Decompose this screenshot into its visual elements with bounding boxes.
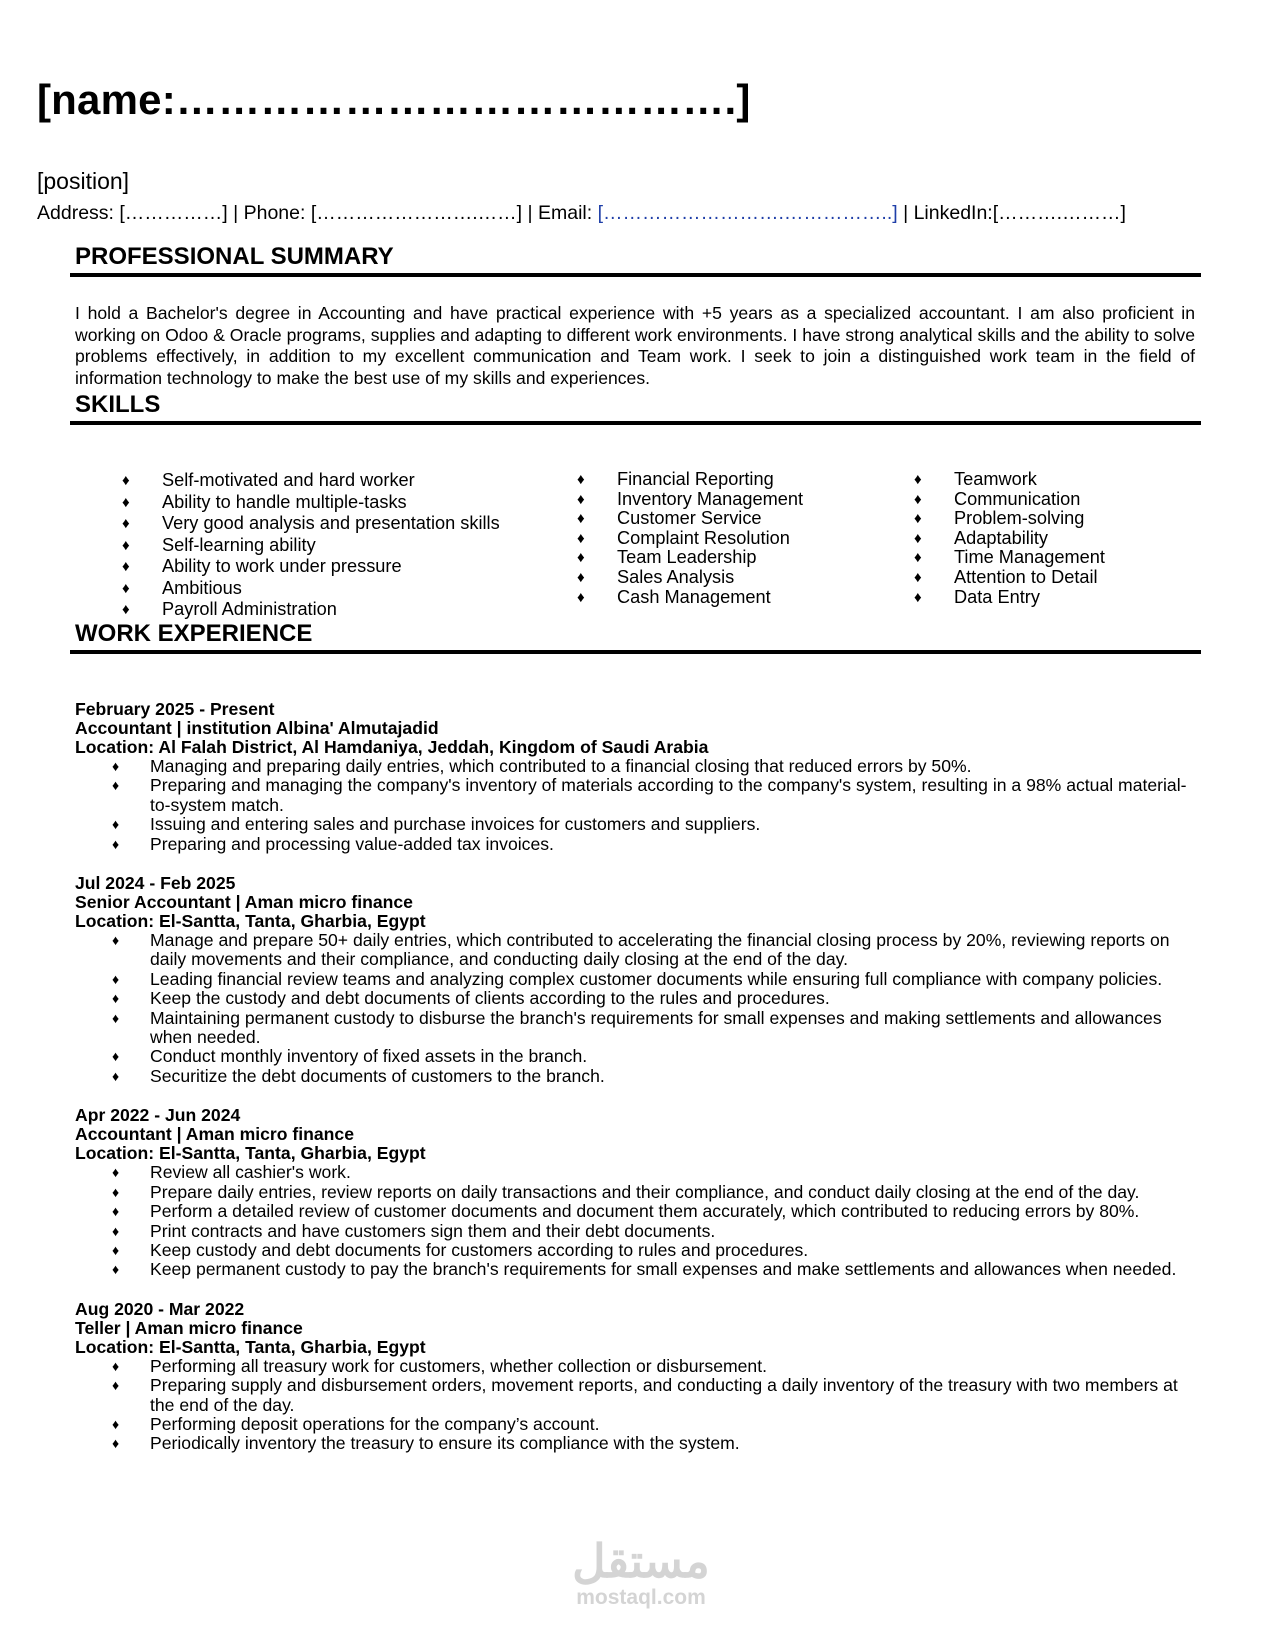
duty-item	[75, 1067, 1195, 1086]
bullet-icon: ♦	[577, 529, 585, 547]
bullet-icon: ♦	[577, 490, 585, 508]
bullet-icon: ♦	[914, 588, 922, 606]
skill-label: Problem-solving	[954, 508, 1085, 529]
bullet-icon: ♦	[112, 1241, 120, 1258]
skills-column-1	[122, 470, 500, 621]
bullet-icon: ♦	[122, 579, 130, 597]
duty-text: Preparing and managing the company's inventory of materials according to the company's system, resulting in a 98% actual material-to-system match.	[150, 775, 1187, 815]
duty-item	[75, 776, 1195, 815]
duty-text: Periodically inventory the treasury to ensure its compliance with the system.	[150, 1433, 740, 1454]
job-duties	[75, 1163, 1195, 1279]
job-duties	[75, 757, 1195, 854]
summary-text: I hold a Bachelor's degree in Accounting and have practical experience with +5 years as a specialized accountant. I am also proficient in working on Odoo & Oracle programs, supplies and adapting to different work environments. I have strong analytical skills and the ability to solve problems effectively, in addition to my excellent communication and Team work. I seek to join a distinguished work team in the field of information technology to make the best use of my skills and experiences.	[75, 303, 1195, 388]
bullet-icon: ♦	[577, 549, 585, 567]
bullet-icon: ♦	[577, 568, 585, 586]
skill-item	[577, 529, 803, 549]
contact-line	[37, 202, 1126, 225]
skill-item	[914, 490, 1105, 510]
bullet-icon: ♦	[112, 1067, 120, 1084]
job-role: Accountant | institution Albina' Almutajadid	[75, 718, 439, 738]
duty-text: Issuing and entering sales and purchase invoices for customers and suppliers.	[150, 814, 761, 835]
duty-item	[75, 1357, 1195, 1376]
summary-divider	[70, 273, 1201, 277]
skill-label: Time Management	[954, 547, 1105, 568]
bullet-icon: ♦	[112, 777, 120, 794]
skill-item	[914, 509, 1105, 529]
duty-text: Leading financial review teams and analyzing complex customer documents while ensuring full compliance with company policies.	[150, 968, 1163, 989]
duty-text: Prepare daily entries, review reports on daily transactions and their compliance, and conduct daily closing at the end of the day.	[150, 1181, 1140, 1202]
skill-label: Customer Service	[617, 508, 762, 529]
skill-label: Communication	[954, 488, 1081, 509]
skill-label: Ability to work under pressure	[162, 556, 402, 576]
duty-item	[75, 989, 1195, 1008]
duty-text: Managing and preparing daily entries, which contributed to a financial closing that reduced errors by 50%.	[150, 756, 972, 776]
duty-item	[75, 1222, 1195, 1241]
job-duties	[75, 931, 1195, 1086]
job-role: Senior Accountant | Aman micro finance	[75, 892, 413, 913]
bullet-icon: ♦	[112, 1377, 120, 1394]
duty-item	[75, 970, 1195, 989]
skill-item	[914, 529, 1105, 549]
skill-label: Complaint Resolution	[617, 527, 790, 548]
email-link[interactable]: [……………………….……………..]	[597, 202, 898, 224]
skill-item	[577, 548, 803, 568]
duty-item	[75, 1376, 1195, 1415]
skill-label: Teamwork	[954, 469, 1037, 489]
contact-suffix: | LinkedIn:[……….………]	[897, 202, 1126, 224]
skill-item	[122, 492, 500, 514]
skill-item	[577, 490, 803, 510]
skill-item	[577, 470, 803, 490]
bullet-icon: ♦	[112, 1261, 120, 1278]
bullet-icon: ♦	[112, 990, 120, 1007]
duty-item	[75, 1415, 1195, 1434]
watermark-latin: mostaql.com	[576, 1586, 706, 1609]
bullet-icon: ♦	[112, 1222, 120, 1239]
skill-label: Financial Reporting	[617, 469, 774, 489]
duty-text: Preparing and processing value-added tax invoices.	[150, 833, 554, 854]
bullet-icon: ♦	[914, 529, 922, 547]
bullet-icon: ♦	[122, 472, 130, 489]
skill-label: Team Leadership	[617, 547, 757, 568]
bullet-icon: ♦	[112, 1435, 120, 1452]
job-dates: Aug 2020 - Mar 2022	[75, 1298, 245, 1319]
job-location: Location: Al Falah District, Al Hamdaniya, Jeddah, Kingdom of Saudi Arabia	[75, 737, 709, 757]
duty-item	[75, 1163, 1195, 1182]
skill-label: Payroll Administration	[162, 599, 337, 619]
duty-text: Conduct monthly inventory of fixed assets in the branch.	[150, 1046, 588, 1067]
skill-label: Ability to handle multiple-tasks	[162, 491, 407, 512]
duty-text: Keep the custody and debt documents of clients according to the rules and procedures.	[150, 988, 830, 1009]
experience-heading: WORK EXPERIENCE	[75, 620, 313, 647]
skill-item	[577, 588, 803, 608]
skill-item	[122, 535, 500, 557]
duty-text: Keep custody and debt documents for customers according to rules and procedures.	[150, 1239, 809, 1260]
bullet-icon: ♦	[112, 1357, 120, 1374]
job-dates: Apr 2022 - Jun 2024	[75, 1105, 241, 1126]
bullet-icon: ♦	[112, 932, 120, 949]
bullet-icon: ♦	[112, 816, 120, 833]
job-entry	[75, 1106, 1195, 1279]
duty-text: Perform a detailed review of customer documents and document them accurately, which contributed to reducing errors by 80%.	[150, 1201, 1140, 1222]
skill-label: Attention to Detail	[954, 566, 1098, 587]
skill-item	[122, 578, 500, 600]
duty-item	[75, 1434, 1195, 1453]
skill-item	[914, 548, 1105, 568]
duty-item	[75, 757, 1195, 776]
job-location: Location: El-Santta, Tanta, Gharbia, Egypt	[75, 1143, 426, 1164]
duty-item	[75, 1260, 1195, 1279]
skill-item	[122, 470, 500, 492]
duty-text: Performing all treasury work for customers, whether collection or disbursement.	[150, 1355, 767, 1376]
bullet-icon: ♦	[122, 536, 130, 554]
skills-column-2	[577, 470, 803, 607]
bullet-icon: ♦	[112, 1203, 120, 1220]
skill-label: Data Entry	[954, 586, 1040, 607]
skills-heading: SKILLS	[75, 391, 161, 418]
skill-item	[122, 556, 500, 578]
job-list	[75, 700, 1195, 1474]
duty-item	[75, 1241, 1195, 1260]
bullet-icon: ♦	[914, 510, 922, 528]
skill-label: Very good analysis and presentation skills	[162, 513, 500, 533]
job-entry	[75, 874, 1195, 1086]
candidate-position: [position]	[37, 168, 130, 194]
job-location: Location: El-Santta, Tanta, Gharbia, Egypt	[75, 911, 426, 932]
skills-divider	[70, 421, 1201, 425]
job-dates: February 2025 - Present	[75, 699, 275, 719]
skill-label: Self-learning ability	[162, 534, 316, 555]
bullet-icon: ♦	[112, 758, 120, 774]
bullet-icon: ♦	[112, 835, 120, 852]
bullet-icon: ♦	[112, 1164, 120, 1181]
duty-item	[75, 1202, 1195, 1221]
summary-heading: PROFESSIONAL SUMMARY	[75, 243, 394, 270]
job-entry	[75, 700, 1195, 854]
bullet-icon: ♦	[122, 493, 130, 511]
job-role: Teller | Aman micro finance	[75, 1317, 303, 1338]
bullet-icon: ♦	[112, 1048, 120, 1065]
skill-label: Cash Management	[617, 586, 771, 607]
duty-text: Manage and prepare 50+ daily entries, which contributed to accelerating the financial closing process by 20%, reviewing reports on daily movements and their compliance, and conducting daily closing at the end of the day.	[150, 930, 1170, 970]
candidate-name: [name:………………………………….]	[37, 76, 751, 123]
skills-column-3	[914, 470, 1105, 607]
bullet-icon: ♦	[577, 588, 585, 606]
skill-item	[122, 513, 500, 535]
skill-label: Sales Analysis	[617, 566, 735, 587]
job-duties	[75, 1357, 1195, 1454]
job-location: Location: El-Santta, Tanta, Gharbia, Egypt	[75, 1336, 426, 1357]
duty-item	[75, 1047, 1195, 1066]
bullet-icon: ♦	[112, 1415, 120, 1432]
duty-text: Print contracts and have customers sign them and their debt documents.	[150, 1220, 716, 1241]
duty-item	[75, 931, 1195, 970]
bullet-icon: ♦	[122, 558, 130, 575]
skill-item	[914, 568, 1105, 588]
duty-text: Keep permanent custody to pay the branch's requirements for small expenses and make settlements and allowances when needed.	[150, 1259, 1177, 1280]
skill-label: Ambitious	[162, 577, 242, 598]
bullet-icon: ♦	[112, 1009, 120, 1026]
bullet-icon: ♦	[122, 515, 130, 532]
duty-text: Preparing supply and disbursement orders, movement reports, and conducting a daily inventory of the treasury with two members at the end of the day.	[150, 1375, 1178, 1415]
job-entry	[75, 1300, 1195, 1454]
bullet-icon: ♦	[914, 490, 922, 508]
bullet-icon: ♦	[577, 471, 585, 488]
duty-item	[75, 815, 1195, 834]
duty-item	[75, 835, 1195, 854]
duty-item	[75, 1009, 1195, 1048]
skill-item	[914, 470, 1105, 490]
bullet-icon: ♦	[122, 601, 130, 618]
mostaql-watermark	[556, 1536, 726, 1610]
skill-item	[914, 588, 1105, 608]
duty-text: Maintaining permanent custody to disburse the branch's requirements for small expenses and making settlements and allowances when needed.	[150, 1007, 1162, 1048]
watermark-arabic: مستقل	[572, 1535, 710, 1587]
contact-prefix: Address: [……………] | Phone: […………………….……] | Email:	[37, 202, 598, 224]
skill-item	[577, 509, 803, 529]
duty-text: Review all cashier's work.	[150, 1162, 351, 1183]
bullet-icon: ♦	[914, 568, 922, 586]
duty-item	[75, 1183, 1195, 1202]
skill-label: Self-motivated and hard worker	[162, 470, 415, 490]
bullet-icon: ♦	[112, 1183, 120, 1200]
skill-item	[577, 568, 803, 588]
bullet-icon: ♦	[914, 549, 922, 567]
skill-label: Inventory Management	[617, 488, 804, 509]
job-dates: Jul 2024 - Feb 2025	[75, 873, 236, 894]
skill-label: Adaptability	[954, 527, 1049, 548]
duty-text: Performing deposit operations for the company’s account.	[150, 1413, 600, 1434]
experience-divider	[70, 650, 1201, 654]
job-role: Accountant | Aman micro finance	[75, 1124, 354, 1145]
bullet-icon: ♦	[577, 510, 585, 528]
bullet-icon: ♦	[914, 471, 922, 488]
duty-text: Securitize the debt documents of customers to the branch.	[150, 1065, 605, 1086]
bullet-icon: ♦	[112, 970, 120, 987]
skill-item	[122, 599, 500, 621]
